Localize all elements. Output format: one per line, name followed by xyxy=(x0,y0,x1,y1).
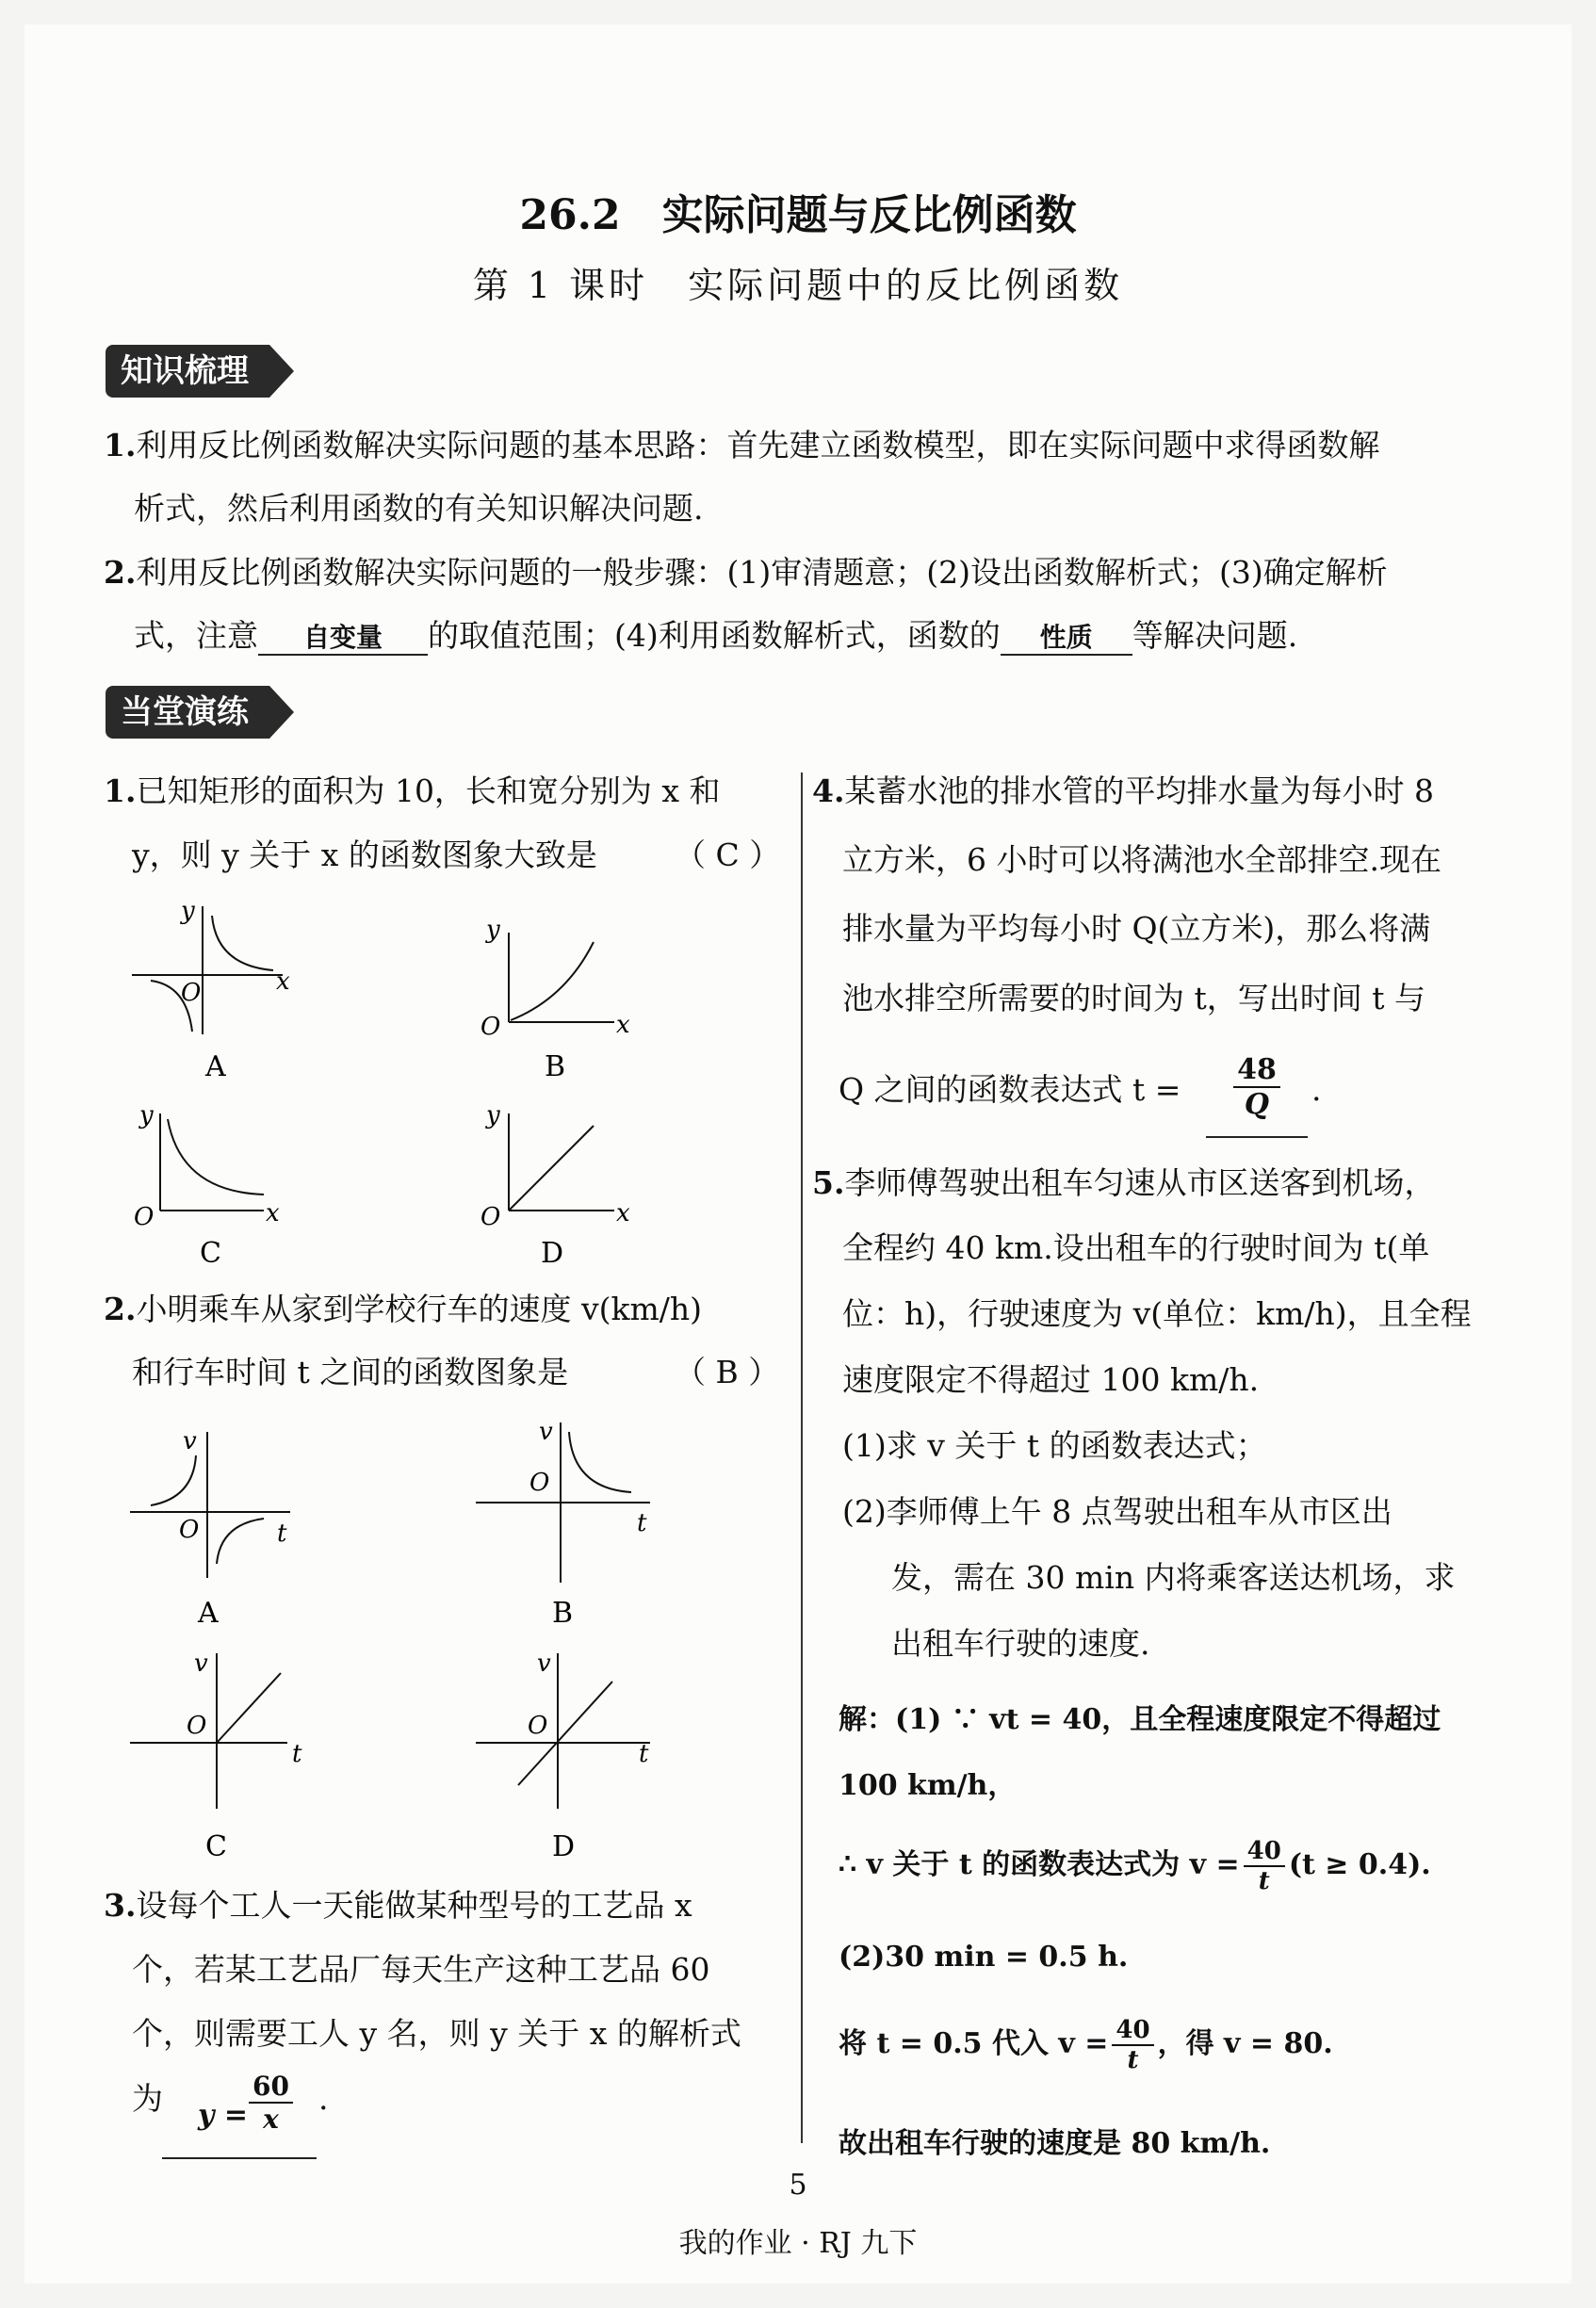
numerator: 40 xyxy=(1244,1837,1285,1867)
q1-graph-d xyxy=(480,1101,630,1231)
q3-period: . xyxy=(318,2080,329,2117)
x-axis-label: x xyxy=(616,1011,630,1039)
x-axis-label: t xyxy=(277,1520,287,1548)
page-title: 26.2 实际问题与反比例函数 xyxy=(519,191,1077,239)
origin-label: O xyxy=(134,1203,155,1231)
q2-text: 小明乘车从家到学校行车的速度 v(km/h) xyxy=(136,1291,702,1327)
option-label-c: C xyxy=(200,1237,221,1270)
q4-line5: Q 之间的函数表达式 t = xyxy=(839,1071,1181,1108)
knowledge-point-1-line2: 析式，然后利用函数的有关知识解决问题. xyxy=(134,490,704,527)
x-axis-label: t xyxy=(639,1740,649,1768)
knowledge-point-2-line2 xyxy=(134,617,1297,656)
option-label-a: A xyxy=(198,1597,219,1630)
denominator: x xyxy=(263,2104,279,2135)
text-fragment: ，得 v = 80. xyxy=(1157,2027,1333,2060)
q4-line2: 立方米，6 小时可以将满池水全部排空.现在 xyxy=(842,841,1441,878)
y-axis-label: y xyxy=(181,897,195,925)
knowledge-point-1 xyxy=(104,427,1379,464)
q5-solution-line2: 100 km/h， xyxy=(839,1769,1017,1802)
q2-line1 xyxy=(104,1291,702,1328)
q5-text: 李师傅驾驶出租车匀速从市区送客到机场， xyxy=(844,1164,1436,1201)
q3-line2: 个，若某工艺品厂每天生产这种工艺品 60 xyxy=(132,1951,710,1988)
q2-graph-a xyxy=(130,1427,290,1578)
numerator: 48 xyxy=(1233,1053,1280,1088)
q1-graph-b xyxy=(480,916,630,1041)
y-axis-label: y xyxy=(486,916,500,944)
item-number: 2. xyxy=(104,554,137,591)
q5-sub2-line3: 出租车行驶的速度. xyxy=(891,1625,1150,1662)
answer-blank-1: 自变量 xyxy=(258,622,428,656)
q2-graphs xyxy=(122,1413,801,1865)
q5-solution-line5 xyxy=(839,2016,1333,2074)
y-axis-label: v xyxy=(537,1650,551,1678)
denominator: t xyxy=(1258,1867,1270,1895)
q3-line4: 为 xyxy=(132,2080,163,2117)
q3-answer-fraction xyxy=(249,2071,293,2135)
q4-period: . xyxy=(1311,1071,1322,1108)
q2-graph-c xyxy=(130,1650,302,1809)
q4-line4: 池水排空所需要的时间为 t，写出时间 t 与 xyxy=(842,980,1425,1016)
q5-sub2-line1: (2)李师傅上午 8 点驾驶出租车从市区出 xyxy=(842,1493,1392,1530)
section-banner-practice: 当堂演练 xyxy=(106,686,269,739)
y-axis-label: y xyxy=(486,1101,500,1130)
page-subtitle: 第 1 课时 实际问题中的反比例函数 xyxy=(472,265,1124,306)
x-axis-label: x xyxy=(276,967,290,996)
q5-line3: 位：h)，行驶速度为 v(单位：km/h)，且全程 xyxy=(842,1295,1472,1332)
q4-answer-blank xyxy=(1206,1053,1308,1138)
q4-line1 xyxy=(812,772,1434,810)
y-axis-label: v xyxy=(194,1650,208,1678)
text-fragment: 将 t = 0.5 代入 v = xyxy=(839,2027,1109,2060)
x-axis-label: t xyxy=(292,1740,302,1768)
x-axis-label: x xyxy=(616,1199,630,1227)
option-label-d: D xyxy=(552,1830,576,1863)
item-number: 1. xyxy=(104,427,137,463)
book-footer: 我的作业 · RJ 九下 xyxy=(678,2227,918,2260)
item-number: 4. xyxy=(812,772,845,809)
option-label-a: A xyxy=(205,1050,226,1083)
item-number: 5. xyxy=(812,1164,845,1201)
answer-blank-2: 性质 xyxy=(1001,622,1132,656)
column-divider xyxy=(801,772,803,2143)
origin-label: O xyxy=(528,1712,548,1740)
numerator: 40 xyxy=(1112,2016,1153,2046)
option-label-c: C xyxy=(205,1830,227,1863)
knowledge-point-2-line1: 利用反比例函数解决实际问题的一般步骤：(1)审清题意；(2)设出函数解析式；(3)确定解析 xyxy=(136,554,1388,591)
q4-text: 某蓄水池的排水管的平均排水量为每小时 8 xyxy=(844,772,1434,809)
q2-answer: （ B ） xyxy=(675,1354,780,1390)
origin-label: O xyxy=(480,1013,501,1041)
origin-label: O xyxy=(480,1203,501,1231)
option-label-b: B xyxy=(552,1597,574,1630)
y-axis-label: v xyxy=(539,1418,553,1446)
q5-line1 xyxy=(812,1164,1435,1202)
section-banner-knowledge: 知识梳理 xyxy=(106,345,269,398)
q5-solution-line6: 故出租车行驶的速度是 80 km/h. xyxy=(839,2127,1271,2160)
q1-answer: （ C ） xyxy=(675,837,781,873)
page-number: 5 xyxy=(789,2169,807,2202)
q5-line4: 速度限定不得超过 100 km/h. xyxy=(842,1361,1260,1398)
q3-text: 设每个工人一天能做某种型号的工艺品 x xyxy=(136,1887,692,1924)
knowledge-point-2 xyxy=(104,554,1388,592)
y-axis-label: y xyxy=(139,1101,154,1130)
q3-answer-blank xyxy=(162,2071,317,2159)
q2-graph-b xyxy=(476,1418,650,1583)
x-axis-label: x xyxy=(266,1199,280,1227)
q1-graphs xyxy=(122,895,801,1272)
text-fragment: 等解决问题. xyxy=(1132,617,1298,654)
item-number: 1. xyxy=(104,772,137,809)
q2-graph-d xyxy=(476,1650,650,1809)
option-label-b: B xyxy=(545,1050,566,1083)
origin-label: O xyxy=(181,979,202,1007)
y-axis-label: v xyxy=(183,1427,197,1455)
q5-solution-line3 xyxy=(839,1837,1431,1895)
q1-line1 xyxy=(104,772,721,810)
knowledge-point-1-line1: 利用反比例函数解决实际问题的基本思路：首先建立函数模型，即在实际问题中求得函数解 xyxy=(136,427,1380,463)
text-fragment: (t ≥ 0.4). xyxy=(1288,1848,1431,1881)
item-number: 2. xyxy=(104,1291,137,1327)
text-fragment: 式，注意 xyxy=(134,617,258,654)
fraction xyxy=(1244,1837,1285,1895)
q3-line1 xyxy=(104,1887,692,1925)
denominator: Q xyxy=(1244,1088,1270,1121)
q4-answer-fraction xyxy=(1233,1053,1280,1121)
q1-text: 已知矩形的面积为 10，长和宽分别为 x 和 xyxy=(136,772,721,809)
q4-line3: 排水量为平均每小时 Q(立方米)，那么将满 xyxy=(842,910,1431,947)
q5-solution-line1: 解：(1) ∵ vt = 40，且全程速度限定不得超过 xyxy=(839,1703,1441,1736)
numerator: 60 xyxy=(249,2071,293,2104)
origin-label: O xyxy=(529,1469,550,1497)
q5-sub2-line2: 发，需在 30 min 内将乘客送达机场，求 xyxy=(891,1559,1456,1596)
option-label-d: D xyxy=(541,1237,564,1270)
origin-label: O xyxy=(179,1516,200,1544)
q3-line3: 个，则需要工人 y 名，则 y 关于 x 的解析式 xyxy=(132,2015,741,2052)
origin-label: O xyxy=(187,1712,207,1740)
q2-line2: 和行车时间 t 之间的函数图象是 xyxy=(132,1354,569,1390)
denominator: t xyxy=(1127,2046,1139,2074)
q5-solution-line4: (2)30 min = 0.5 h. xyxy=(839,1941,1129,1974)
q5-line2: 全程约 40 km.设出租车的行驶时间为 t(单 xyxy=(842,1229,1430,1266)
item-number: 3. xyxy=(104,1887,137,1924)
q3-answer-lhs: y = xyxy=(198,2099,249,2132)
q5-sub1: (1)求 v 关于 t 的函数表达式； xyxy=(842,1427,1267,1464)
text-fragment: ∴ v 关于 t 的函数表达式为 v = xyxy=(839,1848,1240,1881)
fraction xyxy=(1112,2016,1153,2074)
q1-graph-c xyxy=(134,1101,280,1231)
x-axis-label: t xyxy=(637,1509,647,1537)
text-fragment: 的取值范围；(4)利用函数解析式，函数的 xyxy=(428,617,1001,654)
q1-graph-a xyxy=(132,897,290,1034)
q1-line2: y，则 y 关于 x 的函数图象大致是 xyxy=(132,837,597,873)
